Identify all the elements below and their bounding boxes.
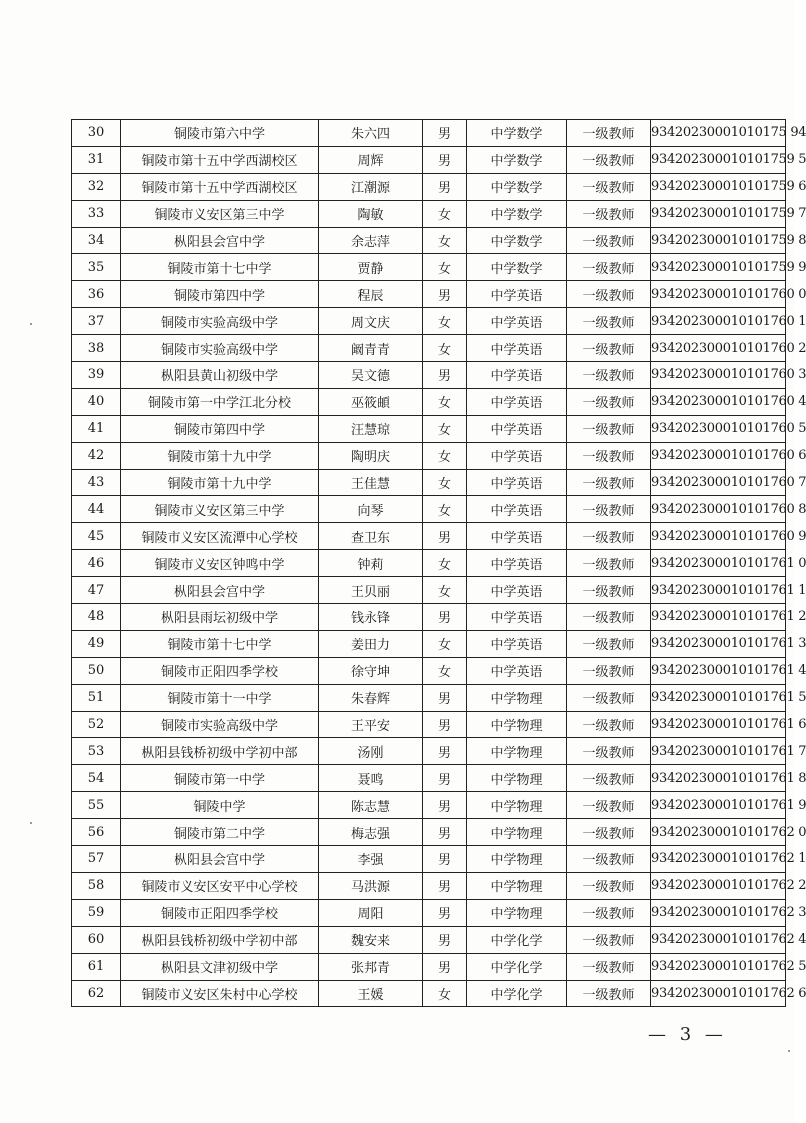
subject-cell: 中学物理 <box>467 846 567 873</box>
school-cell: 铜陵市第十七中学 <box>121 254 319 281</box>
gender-cell: 女 <box>423 550 467 577</box>
row-number: 42 <box>72 442 121 469</box>
row-number: 59 <box>72 899 121 926</box>
gender-cell: 男 <box>423 684 467 711</box>
subject-cell: 中学英语 <box>467 577 567 604</box>
teacher-name: 周辉 <box>319 146 423 173</box>
school-cell: 铜陵市第一中学江北分校 <box>121 388 319 415</box>
certificate-number: 934202300010101762 1 <box>651 846 786 873</box>
title-cell: 一级教师 <box>567 953 651 980</box>
title-cell: 一级教师 <box>567 308 651 335</box>
gender-cell: 男 <box>423 523 467 550</box>
subject-cell: 中学物理 <box>467 872 567 899</box>
teacher-name: 陶敏 <box>319 200 423 227</box>
title-cell: 一级教师 <box>567 254 651 281</box>
teacher-name: 陈志慧 <box>319 792 423 819</box>
subject-cell: 中学英语 <box>467 335 567 362</box>
row-number: 62 <box>72 980 121 1007</box>
gender-cell: 男 <box>423 173 467 200</box>
row-number: 44 <box>72 496 121 523</box>
title-cell: 一级教师 <box>567 173 651 200</box>
title-cell: 一级教师 <box>567 604 651 631</box>
school-cell: 铜陵市第四中学 <box>121 415 319 442</box>
teacher-name: 李强 <box>319 846 423 873</box>
table-row <box>72 792 786 819</box>
teacher-name: 余志萍 <box>319 227 423 254</box>
subject-cell: 中学英语 <box>467 523 567 550</box>
row-number: 55 <box>72 792 121 819</box>
table-row <box>72 469 786 496</box>
teacher-name: 王贝丽 <box>319 577 423 604</box>
gender-cell: 女 <box>423 415 467 442</box>
title-cell: 一级教师 <box>567 523 651 550</box>
certificate-number: 934202300010101761 9 <box>651 792 786 819</box>
subject-cell: 中学英语 <box>467 657 567 684</box>
row-number: 53 <box>72 738 121 765</box>
title-cell: 一级教师 <box>567 550 651 577</box>
school-cell: 枞阳县钱桥初级中学初中部 <box>121 738 319 765</box>
certificate-number: 934202300010101761 7 <box>651 738 786 765</box>
gender-cell: 女 <box>423 200 467 227</box>
row-number: 33 <box>72 200 121 227</box>
row-number: 49 <box>72 630 121 657</box>
school-cell: 铜陵市义安区流潭中心学校 <box>121 523 319 550</box>
table-row <box>72 872 786 899</box>
subject-cell: 中学英语 <box>467 388 567 415</box>
row-number: 48 <box>72 604 121 631</box>
school-cell: 铜陵中学 <box>121 792 319 819</box>
teacher-name: 巫筱頔 <box>319 388 423 415</box>
table-row <box>72 254 786 281</box>
certificate-number: 934202300010101761 1 <box>651 577 786 604</box>
certificate-number: 934202300010101761 0 <box>651 550 786 577</box>
subject-cell: 中学英语 <box>467 550 567 577</box>
certificate-number: 934202300010101759 7 <box>651 200 786 227</box>
row-number: 47 <box>72 577 121 604</box>
title-cell: 一级教师 <box>567 819 651 846</box>
certificate-number: 934202300010101760 3 <box>651 362 786 389</box>
certificate-number: 934202300010101760 1 <box>651 308 786 335</box>
certificate-number: 934202300010101759 5 <box>651 146 786 173</box>
gender-cell: 女 <box>423 496 467 523</box>
subject-cell: 中学英语 <box>467 281 567 308</box>
gender-cell: 男 <box>423 899 467 926</box>
table-row <box>72 415 786 442</box>
subject-cell: 中学物理 <box>467 765 567 792</box>
subject-cell: 中学化学 <box>467 926 567 953</box>
table-row <box>72 630 786 657</box>
gender-cell: 男 <box>423 738 467 765</box>
page-number: — 3 — <box>648 1024 727 1045</box>
school-cell: 铜陵市实验高级中学 <box>121 335 319 362</box>
subject-cell: 中学英语 <box>467 604 567 631</box>
gender-cell: 男 <box>423 846 467 873</box>
school-cell: 枞阳县钱桥初级中学初中部 <box>121 926 319 953</box>
school-cell: 铜陵市义安区朱村中心学校 <box>121 980 319 1007</box>
school-cell: 枞阳县会宫中学 <box>121 227 319 254</box>
title-cell: 一级教师 <box>567 442 651 469</box>
school-cell: 铜陵市实验高级中学 <box>121 711 319 738</box>
teacher-name: 吴文德 <box>319 362 423 389</box>
title-cell: 一级教师 <box>567 846 651 873</box>
school-cell: 枞阳县会宫中学 <box>121 846 319 873</box>
row-number: 43 <box>72 469 121 496</box>
teacher-name: 徐守坤 <box>319 657 423 684</box>
row-number: 36 <box>72 281 121 308</box>
certificate-number: 934202300010101760 8 <box>651 496 786 523</box>
row-number: 54 <box>72 765 121 792</box>
school-cell: 铜陵市实验高级中学 <box>121 308 319 335</box>
teacher-name: 汤刚 <box>319 738 423 765</box>
table-row <box>72 604 786 631</box>
title-cell: 一级教师 <box>567 872 651 899</box>
table-row <box>72 711 786 738</box>
school-cell: 铜陵市第十五中学西湖校区 <box>121 173 319 200</box>
row-number: 45 <box>72 523 121 550</box>
title-cell: 一级教师 <box>567 200 651 227</box>
teacher-name: 周文庆 <box>319 308 423 335</box>
row-number: 50 <box>72 657 121 684</box>
certificate-number: 934202300010101760 5 <box>651 415 786 442</box>
certificate-number: 934202300010101761 3 <box>651 630 786 657</box>
certificate-number: 934202300010101759 8 <box>651 227 786 254</box>
teacher-name: 王媛 <box>319 980 423 1007</box>
certificate-number: 934202300010101762 4 <box>651 926 786 953</box>
table-row <box>72 657 786 684</box>
teacher-name: 梅志强 <box>319 819 423 846</box>
subject-cell: 中学化学 <box>467 980 567 1007</box>
gender-cell: 女 <box>423 657 467 684</box>
row-number: 39 <box>72 362 121 389</box>
certificate-number: 934202300010101759 9 <box>651 254 786 281</box>
table-row <box>72 281 786 308</box>
gender-cell: 女 <box>423 254 467 281</box>
subject-cell: 中学数学 <box>467 120 567 147</box>
school-cell: 铜陵市第十一中学 <box>121 684 319 711</box>
table-row <box>72 308 786 335</box>
teacher-name: 陶明庆 <box>319 442 423 469</box>
certificate-number: 934202300010101760 4 <box>651 388 786 415</box>
teacher-name: 姜田力 <box>319 630 423 657</box>
title-cell: 一级教师 <box>567 146 651 173</box>
row-number: 38 <box>72 335 121 362</box>
table-row <box>72 953 786 980</box>
title-cell: 一级教师 <box>567 281 651 308</box>
gender-cell: 女 <box>423 442 467 469</box>
teacher-name: 王佳慧 <box>319 469 423 496</box>
title-cell: 一级教师 <box>567 496 651 523</box>
subject-cell: 中学英语 <box>467 415 567 442</box>
certificate-number: 934202300010101762 6 <box>651 980 786 1007</box>
table-row <box>72 335 786 362</box>
teacher-name: 汪慧琼 <box>319 415 423 442</box>
title-cell: 一级教师 <box>567 469 651 496</box>
table-row <box>72 388 786 415</box>
title-cell: 一级教师 <box>567 765 651 792</box>
gender-cell: 女 <box>423 388 467 415</box>
teacher-name: 钟莉 <box>319 550 423 577</box>
gender-cell: 男 <box>423 819 467 846</box>
certificate-number: 934202300010101761 4 <box>651 657 786 684</box>
certificate-number: 934202300010101761 2 <box>651 604 786 631</box>
gender-cell: 男 <box>423 362 467 389</box>
table-row <box>72 577 786 604</box>
row-number: 57 <box>72 846 121 873</box>
certificate-number: 934202300010101761 6 <box>651 711 786 738</box>
gender-cell: 女 <box>423 308 467 335</box>
subject-cell: 中学英语 <box>467 469 567 496</box>
subject-cell: 中学物理 <box>467 738 567 765</box>
table-row <box>72 362 786 389</box>
teacher-name: 聂鸣 <box>319 765 423 792</box>
subject-cell: 中学物理 <box>467 792 567 819</box>
school-cell: 枞阳县雨坛初级中学 <box>121 604 319 631</box>
row-number: 32 <box>72 173 121 200</box>
school-cell: 铜陵市第十九中学 <box>121 469 319 496</box>
gender-cell: 男 <box>423 120 467 147</box>
gender-cell: 男 <box>423 711 467 738</box>
gender-cell: 男 <box>423 604 467 631</box>
table-row <box>72 738 786 765</box>
title-cell: 一级教师 <box>567 362 651 389</box>
gender-cell: 男 <box>423 792 467 819</box>
table-row <box>72 523 786 550</box>
teacher-name: 江潮源 <box>319 173 423 200</box>
teacher-name: 马洪源 <box>319 872 423 899</box>
title-cell: 一级教师 <box>567 926 651 953</box>
row-number: 61 <box>72 953 121 980</box>
gender-cell: 男 <box>423 281 467 308</box>
gender-cell: 男 <box>423 765 467 792</box>
scan-speck <box>30 822 32 824</box>
certificate-number: 934202300010101760 7 <box>651 469 786 496</box>
table-row <box>72 550 786 577</box>
gender-cell: 男 <box>423 146 467 173</box>
title-cell: 一级教师 <box>567 120 651 147</box>
subject-cell: 中学英语 <box>467 630 567 657</box>
subject-cell: 中学英语 <box>467 496 567 523</box>
title-cell: 一级教师 <box>567 899 651 926</box>
school-cell: 枞阳县文津初级中学 <box>121 953 319 980</box>
subject-cell: 中学物理 <box>467 684 567 711</box>
certificate-number: 934202300010101762 3 <box>651 899 786 926</box>
table-row <box>72 496 786 523</box>
table-row <box>72 926 786 953</box>
row-number: 34 <box>72 227 121 254</box>
subject-cell: 中学数学 <box>467 200 567 227</box>
teacher-name: 贾静 <box>319 254 423 281</box>
certificate-number: 934202300010101762 0 <box>651 819 786 846</box>
teacher-name: 查卫东 <box>319 523 423 550</box>
title-cell: 一级教师 <box>567 227 651 254</box>
teacher-name: 向琴 <box>319 496 423 523</box>
roster-body <box>72 120 806 1007</box>
row-number: 56 <box>72 819 121 846</box>
teacher-roster-table <box>71 119 806 1007</box>
title-cell: 一级教师 <box>567 335 651 362</box>
subject-cell: 中学物理 <box>467 899 567 926</box>
school-cell: 铜陵市第十五中学西湖校区 <box>121 146 319 173</box>
table-row <box>72 819 786 846</box>
teacher-name: 朱六四 <box>319 120 423 147</box>
table-row <box>72 765 786 792</box>
school-cell: 铜陵市第十七中学 <box>121 630 319 657</box>
row-number: 46 <box>72 550 121 577</box>
table-row <box>72 846 786 873</box>
school-cell: 铜陵市正阳四季学校 <box>121 657 319 684</box>
gender-cell: 女 <box>423 980 467 1007</box>
subject-cell: 中学数学 <box>467 227 567 254</box>
table-row <box>72 146 786 173</box>
table-row <box>72 980 786 1007</box>
teacher-name: 张邦青 <box>319 953 423 980</box>
table-row <box>72 200 786 227</box>
subject-cell: 中学数学 <box>467 254 567 281</box>
row-number: 37 <box>72 308 121 335</box>
gender-cell: 女 <box>423 335 467 362</box>
table-row <box>72 120 786 147</box>
subject-cell: 中学英语 <box>467 442 567 469</box>
subject-cell: 中学物理 <box>467 819 567 846</box>
title-cell: 一级教师 <box>567 684 651 711</box>
certificate-number: 934202300010101760 9 <box>651 523 786 550</box>
school-cell: 铜陵市第十九中学 <box>121 442 319 469</box>
school-cell: 枞阳县会宫中学 <box>121 577 319 604</box>
teacher-name: 王平安 <box>319 711 423 738</box>
teacher-name: 朱春辉 <box>319 684 423 711</box>
subject-cell: 中学英语 <box>467 362 567 389</box>
title-cell: 一级教师 <box>567 630 651 657</box>
table-row <box>72 173 786 200</box>
title-cell: 一级教师 <box>567 657 651 684</box>
school-cell: 铜陵市义安区安平中心学校 <box>121 872 319 899</box>
row-number: 51 <box>72 684 121 711</box>
gender-cell: 女 <box>423 630 467 657</box>
certificate-number: 934202300010101760 2 <box>651 335 786 362</box>
gender-cell: 女 <box>423 469 467 496</box>
gender-cell: 男 <box>423 926 467 953</box>
certificate-number: 934202300010101760 0 <box>651 281 786 308</box>
row-number: 60 <box>72 926 121 953</box>
gender-cell: 女 <box>423 227 467 254</box>
certificate-number: 934202300010101759 6 <box>651 173 786 200</box>
title-cell: 一级教师 <box>567 577 651 604</box>
title-cell: 一级教师 <box>567 388 651 415</box>
certificate-number: 934202300010101760 6 <box>651 442 786 469</box>
teacher-name: 钱永锋 <box>319 604 423 631</box>
title-cell: 一级教师 <box>567 711 651 738</box>
subject-cell: 中学英语 <box>467 308 567 335</box>
certificate-number: 934202300010101762 5 <box>651 953 786 980</box>
school-cell: 枞阳县黄山初级中学 <box>121 362 319 389</box>
school-cell: 铜陵市义安区钟鸣中学 <box>121 550 319 577</box>
certificate-number: 934202300010101761 5 <box>651 684 786 711</box>
title-cell: 一级教师 <box>567 980 651 1007</box>
school-cell: 铜陵市义安区第三中学 <box>121 496 319 523</box>
subject-cell: 中学数学 <box>467 146 567 173</box>
certificate-number: 934202300010101761 8 <box>651 765 786 792</box>
row-number: 40 <box>72 388 121 415</box>
school-cell: 铜陵市第二中学 <box>121 819 319 846</box>
certificate-number: 93420230001010175 94 <box>651 120 786 147</box>
table-row <box>72 442 786 469</box>
school-cell: 铜陵市第四中学 <box>121 281 319 308</box>
school-cell: 铜陵市第六中学 <box>121 120 319 147</box>
table-row <box>72 899 786 926</box>
subject-cell: 中学化学 <box>467 953 567 980</box>
row-number: 52 <box>72 711 121 738</box>
title-cell: 一级教师 <box>567 738 651 765</box>
title-cell: 一级教师 <box>567 792 651 819</box>
scan-speck <box>788 1050 790 1052</box>
school-cell: 铜陵市义安区第三中学 <box>121 200 319 227</box>
row-number: 35 <box>72 254 121 281</box>
table-row <box>72 227 786 254</box>
subject-cell: 中学物理 <box>467 711 567 738</box>
row-number: 58 <box>72 872 121 899</box>
table-row <box>72 684 786 711</box>
row-number: 30 <box>72 120 121 147</box>
teacher-name: 阚青青 <box>319 335 423 362</box>
certificate-number: 934202300010101762 2 <box>651 872 786 899</box>
teacher-name: 程辰 <box>319 281 423 308</box>
gender-cell: 女 <box>423 577 467 604</box>
scan-speck <box>30 323 32 325</box>
subject-cell: 中学数学 <box>467 173 567 200</box>
row-number: 31 <box>72 146 121 173</box>
row-number: 41 <box>72 415 121 442</box>
school-cell: 铜陵市第一中学 <box>121 765 319 792</box>
teacher-name: 周阳 <box>319 899 423 926</box>
teacher-name: 魏安来 <box>319 926 423 953</box>
school-cell: 铜陵市正阳四季学校 <box>121 899 319 926</box>
gender-cell: 男 <box>423 872 467 899</box>
title-cell: 一级教师 <box>567 415 651 442</box>
gender-cell: 男 <box>423 953 467 980</box>
